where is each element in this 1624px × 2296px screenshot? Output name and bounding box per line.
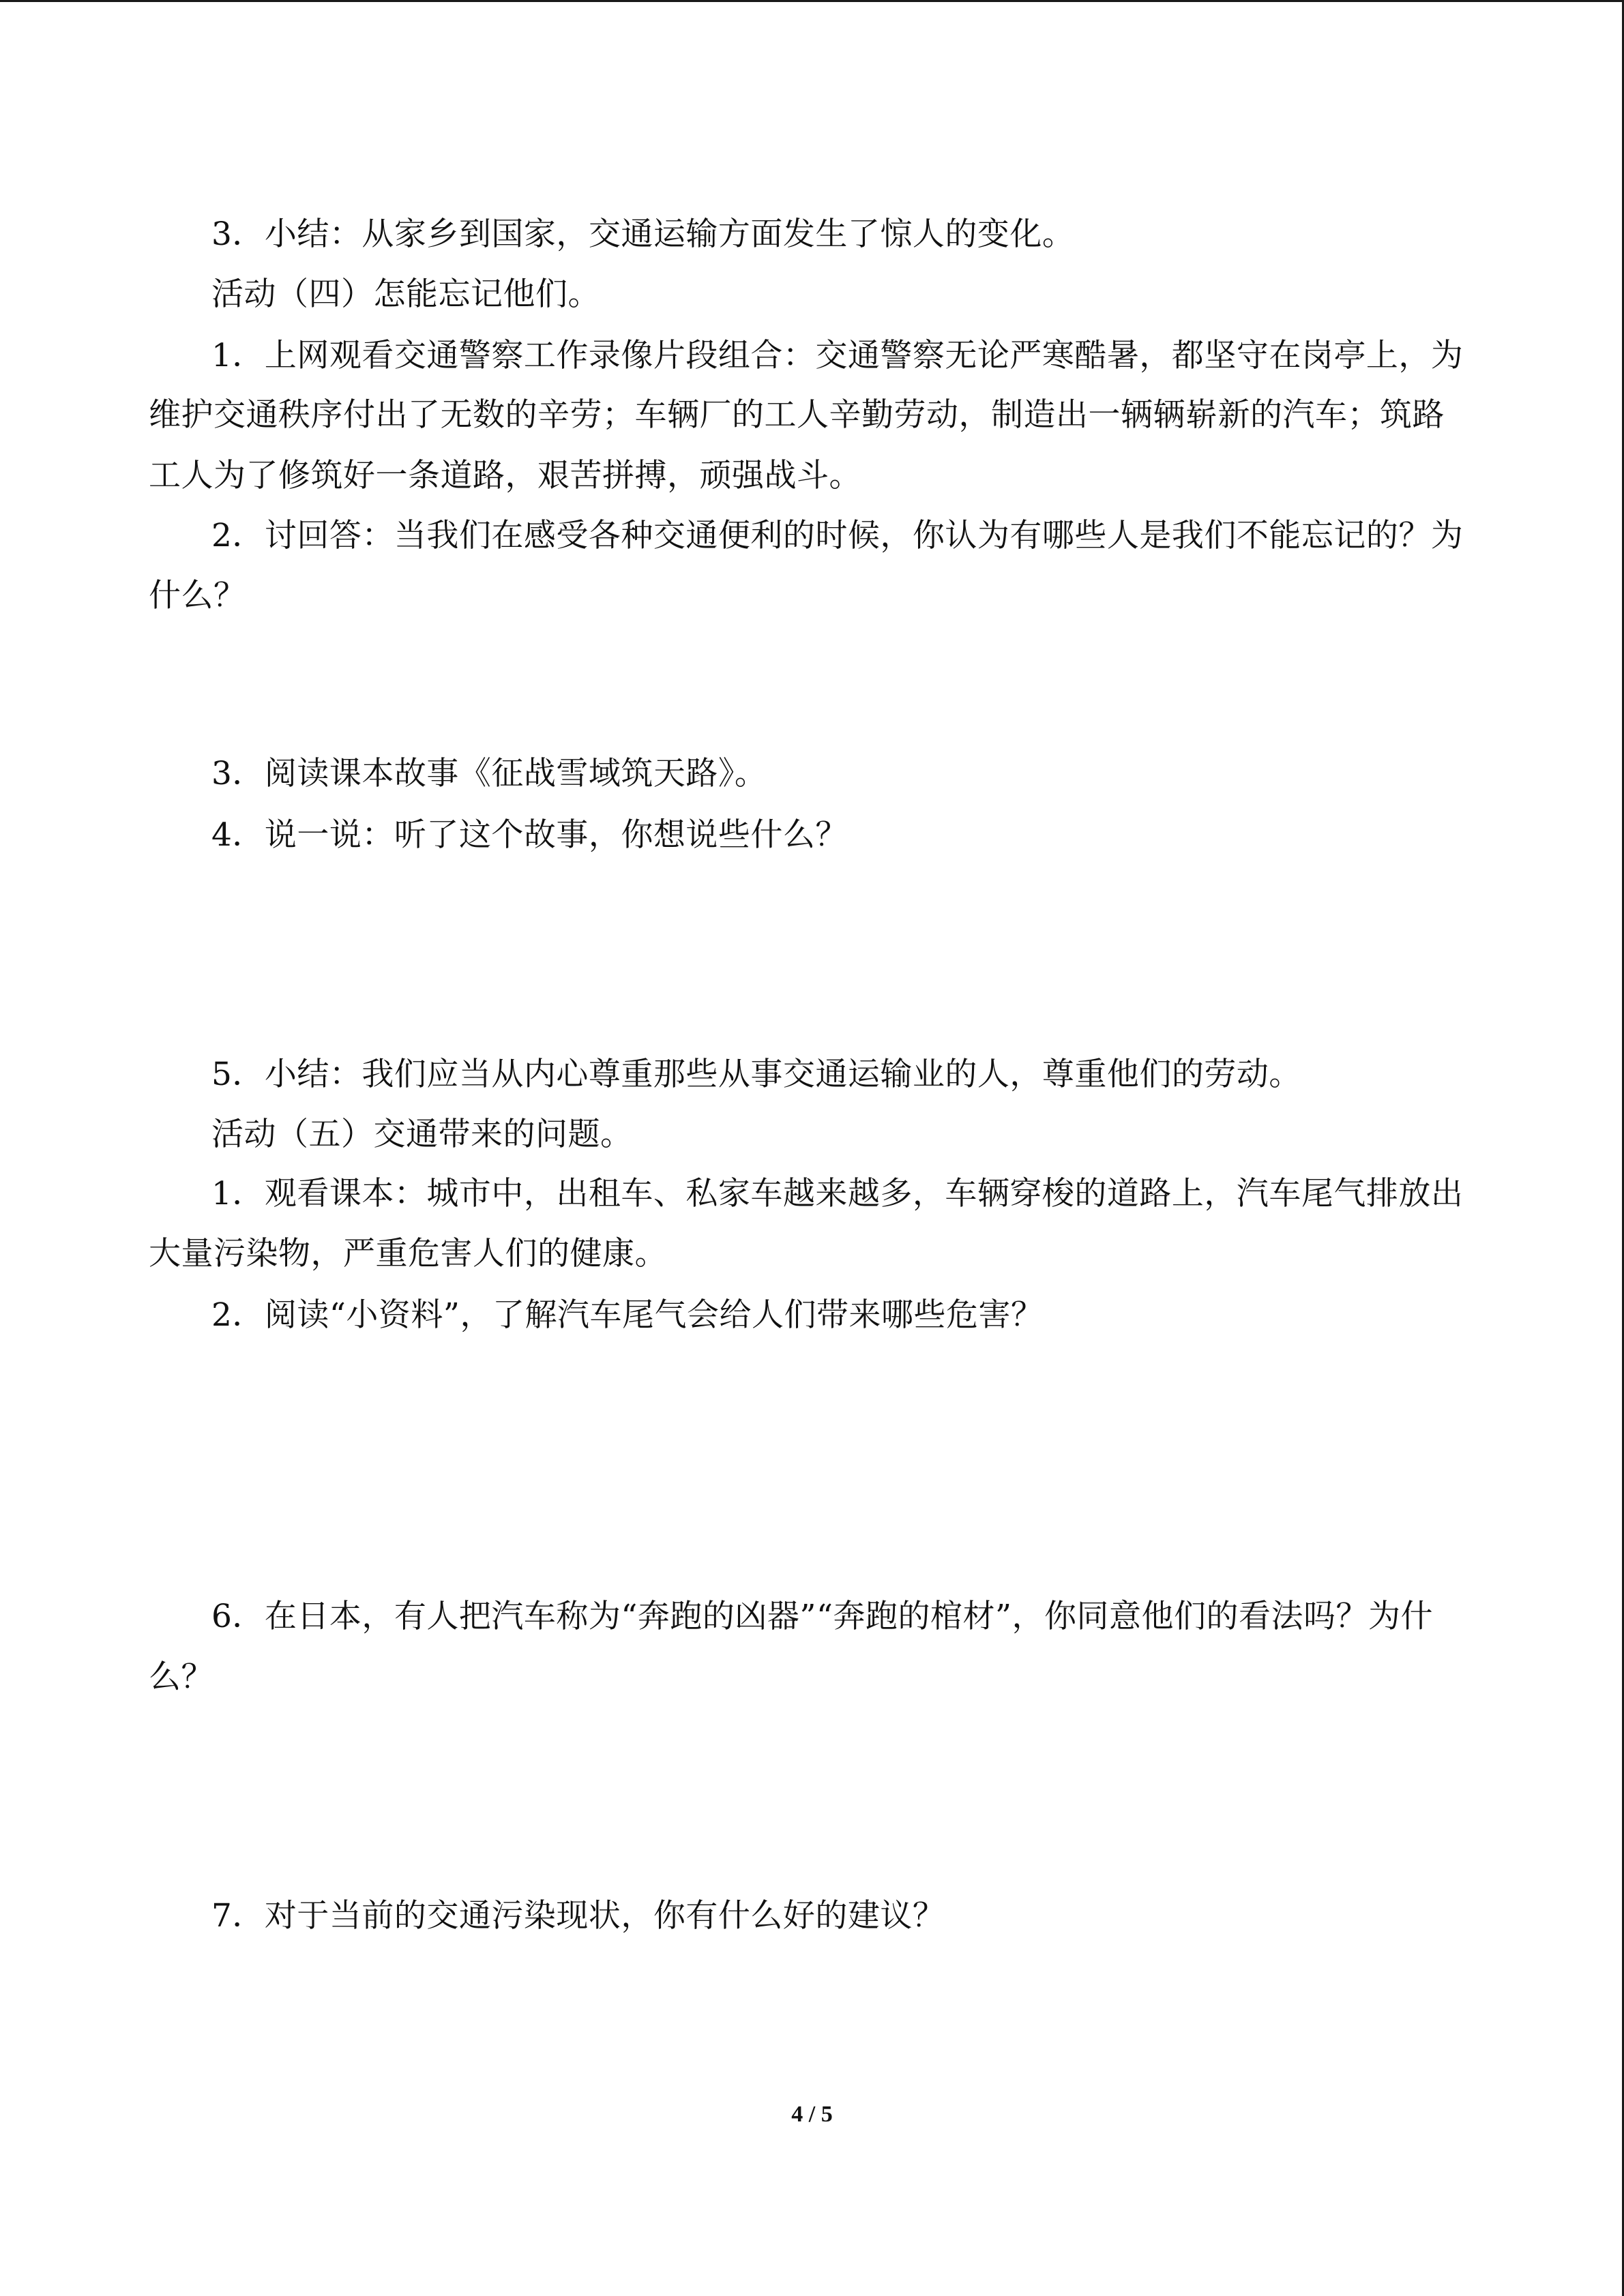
activity-5-heading: 活动（五）交通带来的问题。 [211,1116,633,1153]
activity-4-heading: 活动（四）怎能忘记他们。 [211,275,600,313]
activity-4-item-4: 4．说一说：听了这个故事，你想说些什么？ [211,816,848,854]
activity-5-item-2: 2．阅读“小资料”，了解汽车尾气会给人们带来哪些危害？ [211,1296,1044,1334]
top-border-line [0,0,1624,2]
summary-paragraph-3: 3．小结：从家乡到国家，交通运输方面发生了惊人的变化。 [211,215,1075,253]
activity-4-item-5: 5．小结：我们应当从内心尊重那些从事交通运输业的人，尊重他们的劳动。 [211,1056,1301,1093]
page-number: 4 / 5 [791,2102,833,2127]
activity-4-item-2-line-2: 什么？ [149,577,246,614]
activity-5-item-6-line-2: 么？ [149,1658,213,1696]
activity-4-item-1-line-1: 1．上网观看交通警察工作录像片段组合：交通警察无论严寒酷暑，都坚守在岗亭上，为 [211,337,1464,374]
activity-5-item-7: 7．对于当前的交通污染现状，你有什么好的建议？ [211,1897,945,1935]
activity-5-item-1-line-1: 1．观看课本：城市中，出租车、私家车越来越多，车辆穿梭的道路上，汽车尾气排放出 [211,1175,1464,1212]
activity-5-item-1-line-2: 大量污染物，严重危害人们的健康。 [149,1235,667,1272]
activity-4-item-3: 3．阅读课本故事《征战雪域筑天路》。 [211,755,767,792]
activity-5-item-6-line-1: 6．在日本，有人把汽车称为“奔跑的凶器”“奔跑的棺材”，你同意他们的看法吗？为什 [211,1598,1434,1635]
activity-4-item-1-line-2: 维护交通秩序付出了无数的辛劳；车辆厂的工人辛勤劳动，制造出一辆辆崭新的汽车；筑路 [149,396,1445,434]
activity-4-item-1-line-3: 工人为了修筑好一条道路，艰苦拼搏，顽强战斗。 [149,457,861,494]
activity-4-item-2-line-1: 2．讨回答：当我们在感受各种交通便利的时候，你认为有哪些人是我们不能忘记的？为 [211,517,1464,554]
